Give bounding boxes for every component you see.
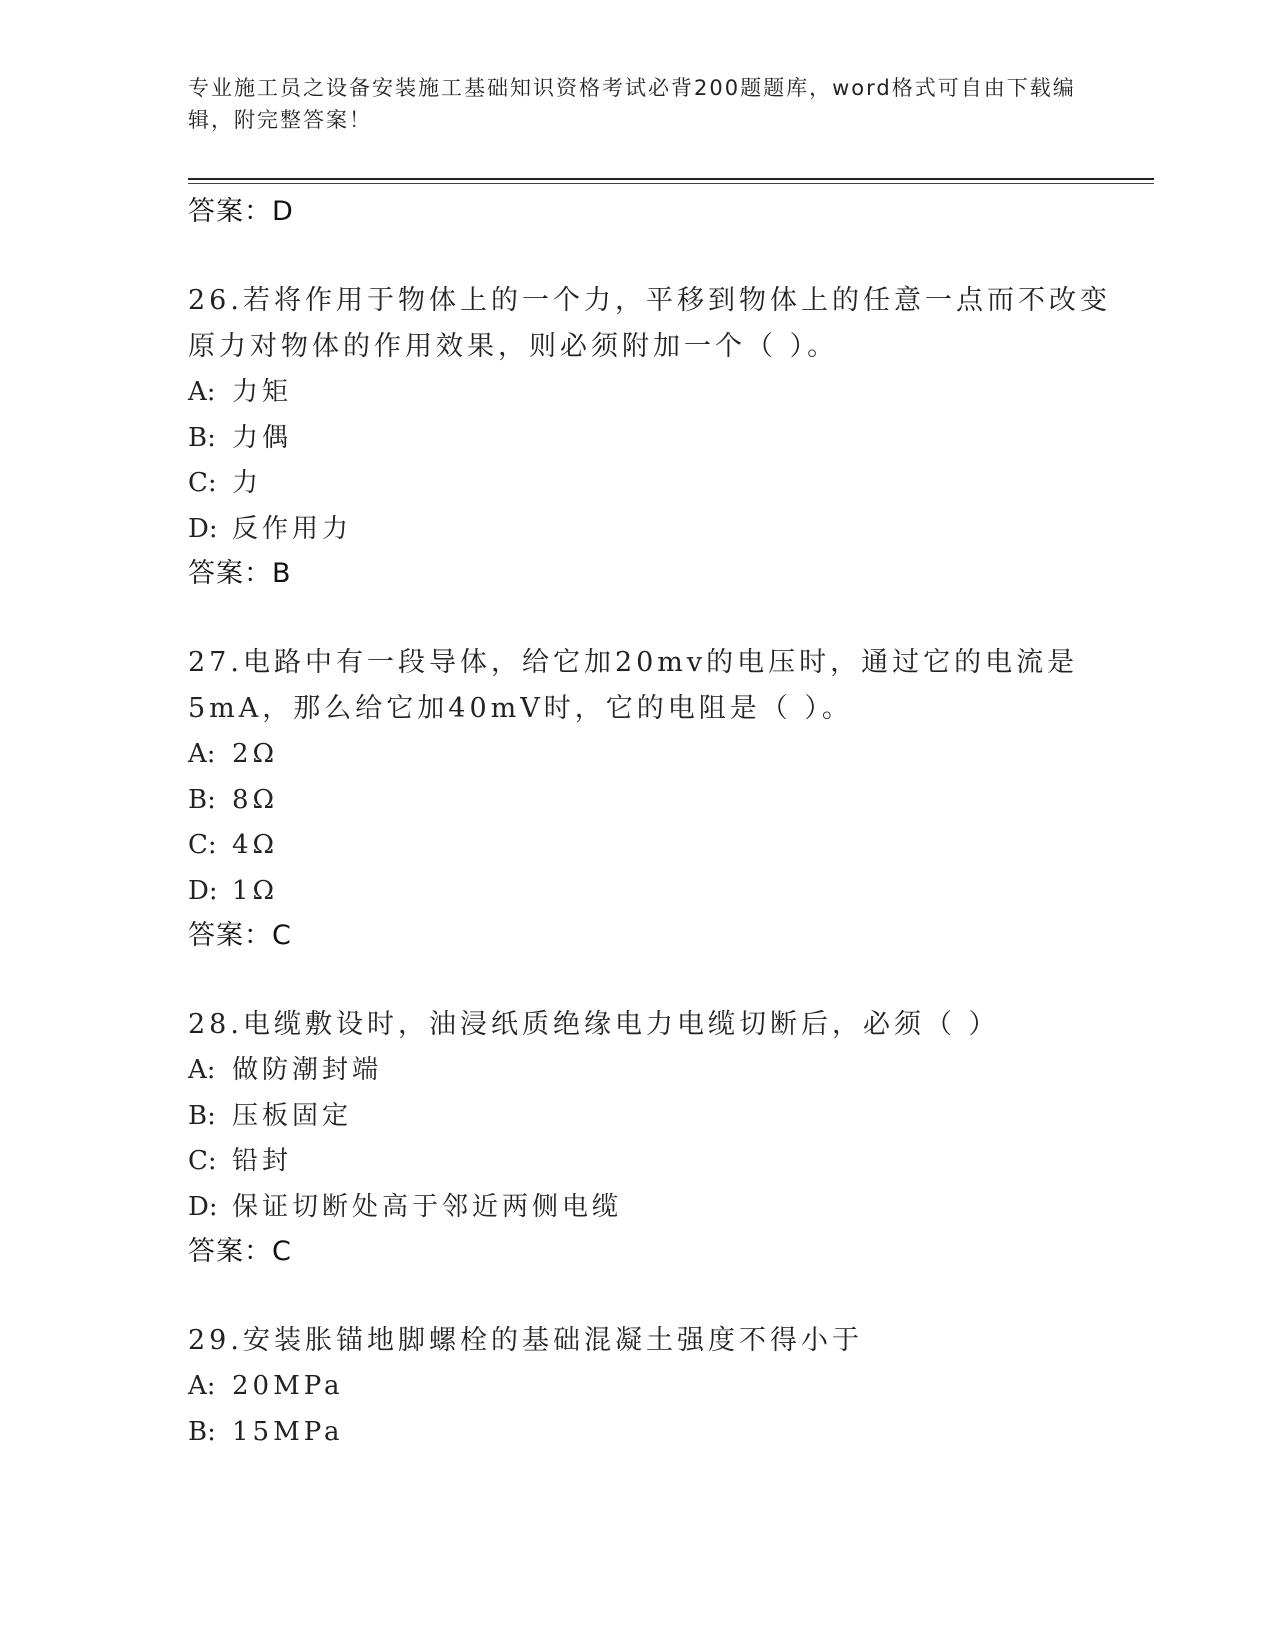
answer-label: 答案：B [188, 558, 292, 589]
option-text: 1Ω [232, 875, 279, 906]
document-header: 专业施工员之设备安装施工基础知识资格考试必背200题题库，word格式可自由下载编辑，附完整答案！ [188, 76, 1076, 132]
option-text: 力 [232, 468, 263, 498]
option-letter: C: [188, 468, 217, 498]
option-text: 压板固定 [232, 1100, 353, 1131]
option-letter: B: [188, 1416, 216, 1447]
answer-label: 答案：C [188, 920, 292, 951]
option-letter: A: [188, 1371, 216, 1401]
option-a [188, 1048, 1118, 1094]
header-divider-thin [188, 183, 1154, 184]
option-text: 保证切断处高于邻近两侧电缆 [232, 1191, 623, 1222]
question-29 [188, 1318, 1118, 1455]
option-text: 8Ω [232, 784, 279, 815]
option-letter: A: [188, 739, 216, 769]
answer-label: 答案：C [188, 1236, 292, 1267]
option-text: 铅封 [232, 1146, 293, 1176]
option-text: 15MPa [232, 1416, 344, 1447]
option-c [188, 461, 1118, 507]
option-text: 力矩 [232, 377, 293, 407]
option-text: 力偶 [232, 422, 293, 453]
option-letter: C: [188, 830, 217, 860]
option-c [188, 1139, 1118, 1185]
option-letter: B: [188, 422, 216, 453]
option-c [188, 823, 1118, 869]
question-text: 29.安装胀锚地脚螺栓的基础混凝土强度不得小于 [188, 1325, 863, 1356]
header-divider [188, 178, 1154, 180]
option-letter: D: [188, 875, 218, 906]
question-text: 28.电缆敷设时，油浸纸质绝缘电力电缆切断后，必须（ ） [188, 1009, 1000, 1040]
option-text: 反作用力 [232, 513, 353, 544]
option-b [188, 1410, 1118, 1456]
option-text: 4Ω [232, 830, 279, 860]
option-text: 做防潮封端 [232, 1055, 383, 1085]
option-letter: B: [188, 1100, 216, 1131]
previous-answer: 答案：D [188, 196, 294, 227]
question-list [188, 190, 1118, 1455]
option-text: 2Ω [232, 739, 279, 769]
option-b [188, 1094, 1118, 1140]
option-letter: C: [188, 1146, 217, 1176]
option-b [188, 778, 1118, 824]
question-28 [188, 1002, 1118, 1274]
option-letter: A: [188, 1055, 216, 1085]
option-text: 20MPa [232, 1371, 344, 1401]
option-letter: D: [188, 1191, 218, 1222]
option-d [188, 507, 1118, 553]
option-a [188, 732, 1118, 778]
option-letter: B: [188, 784, 216, 815]
option-d [188, 869, 1118, 915]
option-a [188, 1364, 1118, 1410]
option-b [188, 416, 1118, 462]
option-letter: D: [188, 513, 218, 544]
question-27 [188, 640, 1118, 958]
question-text: 26.若将作用于物体上的一个力，平移到物体上的任意一点而不改变原力对物体的作用效果，则必须附加一个（ ）。 [188, 285, 1111, 362]
question-26 [188, 278, 1118, 596]
question-text: 27.电路中有一段导体，给它加20mv的电压时，通过它的电流是5mA，那么给它加40mV时，它的电阻是（ ）。 [188, 647, 1079, 724]
option-letter: A: [188, 377, 216, 407]
option-a [188, 370, 1118, 416]
option-d [188, 1185, 1118, 1231]
